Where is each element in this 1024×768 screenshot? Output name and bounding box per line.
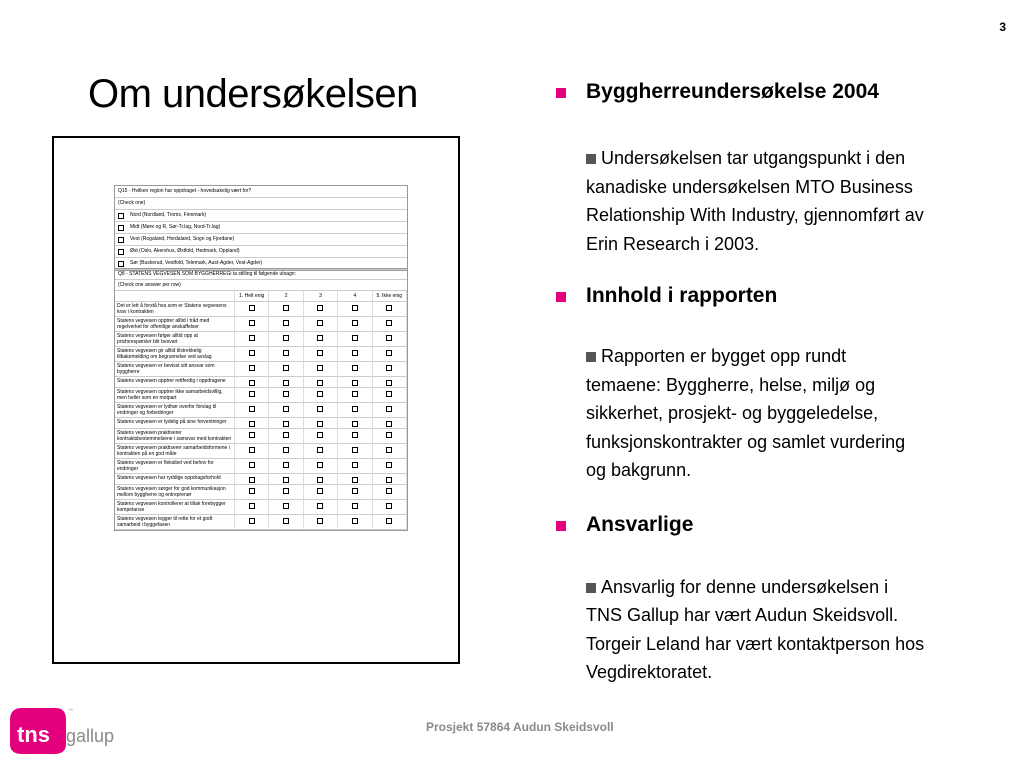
statement-label: Det er lett å forstå hva som er Statens vegvesens krav i kontrakten bbox=[115, 302, 235, 317]
sub-bullet-icon bbox=[586, 154, 596, 164]
option-label: Vest (Rogaland, Hordaland, Sogn og Fjordane) bbox=[130, 236, 235, 242]
checkbox-icon bbox=[352, 432, 358, 438]
rating-cell bbox=[235, 429, 269, 444]
rating-cell bbox=[235, 485, 269, 500]
checkbox-icon bbox=[386, 391, 392, 397]
checkbox-icon bbox=[352, 518, 358, 524]
checkbox-icon bbox=[317, 421, 323, 427]
rating-cell bbox=[373, 317, 407, 332]
content-column bbox=[556, 80, 976, 687]
rating-cell bbox=[269, 429, 303, 444]
rating-cell bbox=[235, 444, 269, 459]
section-body bbox=[586, 573, 976, 687]
checkbox-icon bbox=[249, 421, 255, 427]
body-line: kanadiske undersøkelsen MTO Business bbox=[586, 176, 913, 197]
option-label: Sør (Buskerud, Vestfold, Telemark, Aust-Agder, Vest-Agder) bbox=[130, 260, 263, 266]
rating-cell bbox=[338, 500, 372, 515]
section-heading bbox=[556, 284, 976, 308]
rating-cell bbox=[304, 377, 338, 388]
rating-cell bbox=[304, 347, 338, 362]
rating-cell bbox=[338, 362, 372, 377]
footer-text: Prosjekt 57864 Audun Skeidsvoll bbox=[426, 720, 614, 734]
rating-cell bbox=[269, 444, 303, 459]
body-line bbox=[586, 144, 976, 173]
checkbox-icon bbox=[386, 320, 392, 326]
rating-cell bbox=[338, 403, 372, 418]
section-heading bbox=[556, 513, 976, 537]
column-header: 2 bbox=[269, 291, 303, 302]
checkbox-icon bbox=[352, 380, 358, 386]
rating-cell bbox=[338, 429, 372, 444]
checkbox-icon bbox=[317, 488, 323, 494]
rating-cell bbox=[304, 362, 338, 377]
section-heading-text: Innhold i rapporten bbox=[586, 284, 778, 307]
sub-bullet-icon bbox=[586, 352, 596, 362]
checkbox-icon bbox=[317, 365, 323, 371]
rating-cell bbox=[304, 474, 338, 485]
checkbox-icon bbox=[283, 305, 289, 311]
rating-cell bbox=[373, 459, 407, 474]
checkbox-icon bbox=[283, 462, 289, 468]
checkbox-icon bbox=[352, 421, 358, 427]
checkbox-icon bbox=[317, 391, 323, 397]
rating-cell bbox=[373, 362, 407, 377]
rating-cell bbox=[269, 302, 303, 317]
checkbox-icon bbox=[386, 432, 392, 438]
sub-bullet-icon bbox=[586, 583, 596, 593]
rating-cell bbox=[269, 332, 303, 347]
checkbox-icon bbox=[118, 261, 124, 267]
rating-cell bbox=[304, 485, 338, 500]
questionnaire-image bbox=[52, 136, 460, 664]
checkbox-icon bbox=[386, 518, 392, 524]
bullet-square-icon bbox=[556, 292, 566, 302]
checkbox-icon bbox=[386, 421, 392, 427]
statement-label: Statens vegvesen er lydhør overfor forslag til endringer og forbedringer bbox=[115, 403, 235, 418]
option-label: Øst (Oslo, Akershus, Østfold, Hedmark, Oppland) bbox=[130, 248, 240, 254]
rating-cell bbox=[338, 332, 372, 347]
checkbox-icon bbox=[317, 477, 323, 483]
checkbox-icon bbox=[249, 365, 255, 371]
checkbox-icon bbox=[283, 503, 289, 509]
rating-cell bbox=[304, 500, 338, 515]
section-contents bbox=[556, 284, 976, 485]
rating-cell bbox=[338, 302, 372, 317]
questionnaire-region-question bbox=[114, 185, 408, 271]
checkbox-icon bbox=[317, 305, 323, 311]
rating-cell bbox=[235, 302, 269, 317]
rating-cell bbox=[304, 429, 338, 444]
slide-title: Om undersøkelsen bbox=[88, 72, 418, 116]
checkbox-icon bbox=[249, 391, 255, 397]
checkbox-icon bbox=[283, 447, 289, 453]
statement-label: Statens vegvesen opptrer rettferdig i oppdragene bbox=[115, 377, 235, 388]
checkbox-icon bbox=[249, 320, 255, 326]
statement-label: Statens vegvesen har ryddige oppdragsforhold bbox=[115, 474, 235, 485]
rating-cell bbox=[373, 332, 407, 347]
body-line: Erin Research i 2003. bbox=[586, 233, 760, 254]
checkbox-icon bbox=[317, 380, 323, 386]
checkbox-icon bbox=[386, 335, 392, 341]
statement-label: Statens vegvesen er bevisst sitt ansvar som byggherre bbox=[115, 362, 235, 377]
checkbox-icon bbox=[249, 488, 255, 494]
rating-cell bbox=[373, 474, 407, 485]
body-line: funksjonskontrakter og samlet vurdering bbox=[586, 431, 906, 452]
checkbox-icon bbox=[283, 518, 289, 524]
rating-cell bbox=[338, 418, 372, 429]
checkbox-icon bbox=[386, 488, 392, 494]
question-text: Q15 - Hvilken region har oppdraget - hovedsakelig vært for? bbox=[115, 186, 407, 198]
option-row bbox=[115, 246, 407, 258]
column-header: 4 bbox=[338, 291, 372, 302]
rating-cell bbox=[338, 485, 372, 500]
tns-gallup-logo bbox=[8, 700, 118, 756]
checkbox-icon bbox=[317, 320, 323, 326]
checkbox-icon bbox=[386, 380, 392, 386]
statement-label: Statens vegvesen praktiserer kontraktsbestemmelsene i samsvar med kontrakten bbox=[115, 429, 235, 444]
checkbox-icon bbox=[386, 350, 392, 356]
questionnaire-statements-question bbox=[114, 268, 408, 531]
checkbox-icon bbox=[283, 380, 289, 386]
question-instruction: (Check one) bbox=[115, 198, 407, 210]
statement-label: Statens vegvesen følger alltid opp at prisforespørsler blir besvart bbox=[115, 332, 235, 347]
column-header: 1. Helt enig bbox=[235, 291, 269, 302]
rating-cell bbox=[269, 403, 303, 418]
rating-cell bbox=[373, 515, 407, 530]
checkbox-icon bbox=[352, 488, 358, 494]
checkbox-icon bbox=[249, 335, 255, 341]
checkbox-icon bbox=[283, 477, 289, 483]
rating-cell bbox=[373, 429, 407, 444]
body-line bbox=[586, 573, 976, 602]
body-line: temaene: Byggherre, helse, miljø og bbox=[586, 374, 876, 395]
rating-cell bbox=[304, 515, 338, 530]
section-body bbox=[586, 342, 976, 485]
checkbox-icon bbox=[386, 305, 392, 311]
checkbox-icon bbox=[283, 406, 289, 412]
rating-cell bbox=[304, 459, 338, 474]
rating-grid bbox=[115, 291, 407, 530]
question-instruction: (Check one answer per row) bbox=[115, 280, 407, 291]
statement-label: Statens vegvesen praktiserer samarbeidsformene i kontrakten på en god måte bbox=[115, 444, 235, 459]
logo-text-sub: gallup bbox=[66, 726, 115, 746]
checkbox-icon bbox=[118, 213, 124, 219]
body-line: Torgeir Leland har vært kontaktperson hos bbox=[586, 633, 925, 654]
statement-label: Statens vegvesen er tydelig på sine forventninger bbox=[115, 418, 235, 429]
body-line bbox=[586, 342, 976, 371]
body-line: Vegdirektoratet. bbox=[586, 662, 713, 682]
checkbox-icon bbox=[249, 503, 255, 509]
checkbox-icon bbox=[386, 447, 392, 453]
rating-cell bbox=[235, 332, 269, 347]
rating-cell bbox=[235, 500, 269, 515]
bullet-square-icon bbox=[556, 88, 566, 98]
body-line: Relationship With Industry, gjennomført av bbox=[586, 205, 924, 225]
rating-cell bbox=[304, 444, 338, 459]
grid-corner bbox=[115, 291, 235, 302]
page-number: 3 bbox=[999, 20, 1006, 34]
checkbox-icon bbox=[283, 391, 289, 397]
checkbox-icon bbox=[352, 335, 358, 341]
checkbox-icon bbox=[249, 518, 255, 524]
body-line: TNS Gallup har vært Audun Skeidsvoll. bbox=[586, 605, 899, 625]
bullet-square-icon bbox=[556, 521, 566, 531]
rating-cell bbox=[235, 474, 269, 485]
statement-label: Statens vegvesen gir alltid tilstrekkelig tilbakemelding om begrunnelse ved avslag bbox=[115, 347, 235, 362]
rating-cell bbox=[235, 388, 269, 403]
column-header: 3 bbox=[304, 291, 338, 302]
checkbox-icon bbox=[352, 447, 358, 453]
rating-cell bbox=[373, 347, 407, 362]
rating-cell bbox=[235, 347, 269, 362]
rating-cell bbox=[373, 377, 407, 388]
statement-label: Statens vegvesen er fleksibel ved behov for endringer bbox=[115, 459, 235, 474]
body-line-text: Rapporten er bygget opp rundt bbox=[601, 346, 847, 366]
body-line: sikkerhet, prosjekt- og byggeledelse, bbox=[586, 403, 879, 423]
checkbox-icon bbox=[283, 421, 289, 427]
rating-cell bbox=[235, 459, 269, 474]
rating-cell bbox=[269, 474, 303, 485]
statement-label: Statens vegvesen kontrollerer at tiltak forebygger kompetanse bbox=[115, 500, 235, 515]
rating-cell bbox=[373, 500, 407, 515]
rating-cell bbox=[235, 377, 269, 388]
rating-cell bbox=[235, 515, 269, 530]
rating-cell bbox=[373, 302, 407, 317]
checkbox-icon bbox=[118, 237, 124, 243]
rating-cell bbox=[269, 347, 303, 362]
body-line: og bakgrunn. bbox=[586, 460, 692, 480]
checkbox-icon bbox=[249, 447, 255, 453]
rating-cell bbox=[269, 377, 303, 388]
body-line-text: Ansvarlig for denne undersøkelsen i bbox=[601, 576, 889, 597]
rating-cell bbox=[269, 388, 303, 403]
checkbox-icon bbox=[386, 406, 392, 412]
column-header: 5. Ikke enig bbox=[373, 291, 407, 302]
checkbox-icon bbox=[249, 305, 255, 311]
checkbox-icon bbox=[249, 462, 255, 468]
rating-cell bbox=[304, 403, 338, 418]
checkbox-icon bbox=[283, 488, 289, 494]
rating-cell bbox=[338, 317, 372, 332]
section-heading bbox=[556, 80, 976, 104]
rating-cell bbox=[304, 302, 338, 317]
rating-cell bbox=[373, 418, 407, 429]
rating-cell bbox=[269, 362, 303, 377]
logo-trademark: ™ bbox=[68, 708, 73, 714]
rating-cell bbox=[269, 418, 303, 429]
rating-cell bbox=[269, 515, 303, 530]
rating-cell bbox=[235, 362, 269, 377]
checkbox-icon bbox=[249, 380, 255, 386]
checkbox-icon bbox=[317, 518, 323, 524]
body-line-text: Undersøkelsen tar utgangspunkt i den bbox=[601, 148, 906, 168]
checkbox-icon bbox=[249, 406, 255, 412]
checkbox-icon bbox=[283, 365, 289, 371]
rating-cell bbox=[338, 459, 372, 474]
rating-cell bbox=[338, 347, 372, 362]
section-body bbox=[586, 144, 976, 258]
question-text: Q8 - STATENS VEGVESEN SOM BYGGHERREGi ta stilling til følgende utsagn: bbox=[115, 269, 407, 280]
checkbox-icon bbox=[317, 462, 323, 468]
checkbox-icon bbox=[249, 432, 255, 438]
checkbox-icon bbox=[118, 249, 124, 255]
checkbox-icon bbox=[283, 350, 289, 356]
checkbox-icon bbox=[118, 225, 124, 231]
checkbox-icon bbox=[352, 406, 358, 412]
rating-cell bbox=[373, 485, 407, 500]
rating-cell bbox=[235, 403, 269, 418]
rating-cell bbox=[373, 403, 407, 418]
rating-cell bbox=[338, 444, 372, 459]
rating-cell bbox=[269, 459, 303, 474]
rating-cell bbox=[269, 485, 303, 500]
checkbox-icon bbox=[283, 432, 289, 438]
statement-label: Statens vegvesen opptrer alltid i tråd med regelverket for offentlige anskaffelser bbox=[115, 317, 235, 332]
checkbox-icon bbox=[352, 462, 358, 468]
checkbox-icon bbox=[386, 503, 392, 509]
rating-cell bbox=[338, 515, 372, 530]
option-row bbox=[115, 222, 407, 234]
checkbox-icon bbox=[352, 391, 358, 397]
statement-label: Statens vegvesen opptrer ikke samarbeidsvillig, men heller som en motpart bbox=[115, 388, 235, 403]
option-label: Midt (Møre og R, Sør-Tr.lag, Nord-Tr.lag) bbox=[130, 224, 221, 230]
checkbox-icon bbox=[352, 365, 358, 371]
option-row bbox=[115, 234, 407, 246]
checkbox-icon bbox=[352, 477, 358, 483]
rating-cell bbox=[304, 317, 338, 332]
rating-cell bbox=[373, 388, 407, 403]
checkbox-icon bbox=[283, 335, 289, 341]
statement-label: Statens vegvesen legger til rette for et godt samarbeid i byggefasen bbox=[115, 515, 235, 530]
checkbox-icon bbox=[317, 447, 323, 453]
checkbox-icon bbox=[249, 477, 255, 483]
checkbox-icon bbox=[317, 432, 323, 438]
section-survey bbox=[556, 80, 976, 258]
rating-cell bbox=[304, 418, 338, 429]
checkbox-icon bbox=[317, 350, 323, 356]
checkbox-icon bbox=[317, 406, 323, 412]
rating-cell bbox=[235, 317, 269, 332]
rating-cell bbox=[338, 474, 372, 485]
option-label: Nord (Nordland, Troms, Finnmark) bbox=[130, 212, 207, 218]
rating-cell bbox=[304, 388, 338, 403]
section-responsible bbox=[556, 513, 976, 687]
checkbox-icon bbox=[317, 335, 323, 341]
rating-cell bbox=[373, 444, 407, 459]
section-heading-text: Ansvarlige bbox=[586, 512, 694, 536]
checkbox-icon bbox=[249, 350, 255, 356]
rating-cell bbox=[269, 317, 303, 332]
checkbox-icon bbox=[317, 503, 323, 509]
rating-cell bbox=[338, 388, 372, 403]
statement-label: Statens vegvesen sørger for god kommunikasjon mellom byggherre og entreprenør bbox=[115, 485, 235, 500]
checkbox-icon bbox=[386, 477, 392, 483]
rating-cell bbox=[269, 500, 303, 515]
rating-cell bbox=[304, 332, 338, 347]
rating-cell bbox=[235, 418, 269, 429]
checkbox-icon bbox=[283, 320, 289, 326]
checkbox-icon bbox=[386, 365, 392, 371]
logo-text-main: tns bbox=[17, 722, 50, 747]
checkbox-icon bbox=[386, 462, 392, 468]
section-heading-text: Byggherreundersøkelse 2004 bbox=[586, 80, 879, 103]
checkbox-icon bbox=[352, 305, 358, 311]
option-row bbox=[115, 210, 407, 222]
checkbox-icon bbox=[352, 350, 358, 356]
checkbox-icon bbox=[352, 503, 358, 509]
rating-cell bbox=[338, 377, 372, 388]
checkbox-icon bbox=[352, 320, 358, 326]
